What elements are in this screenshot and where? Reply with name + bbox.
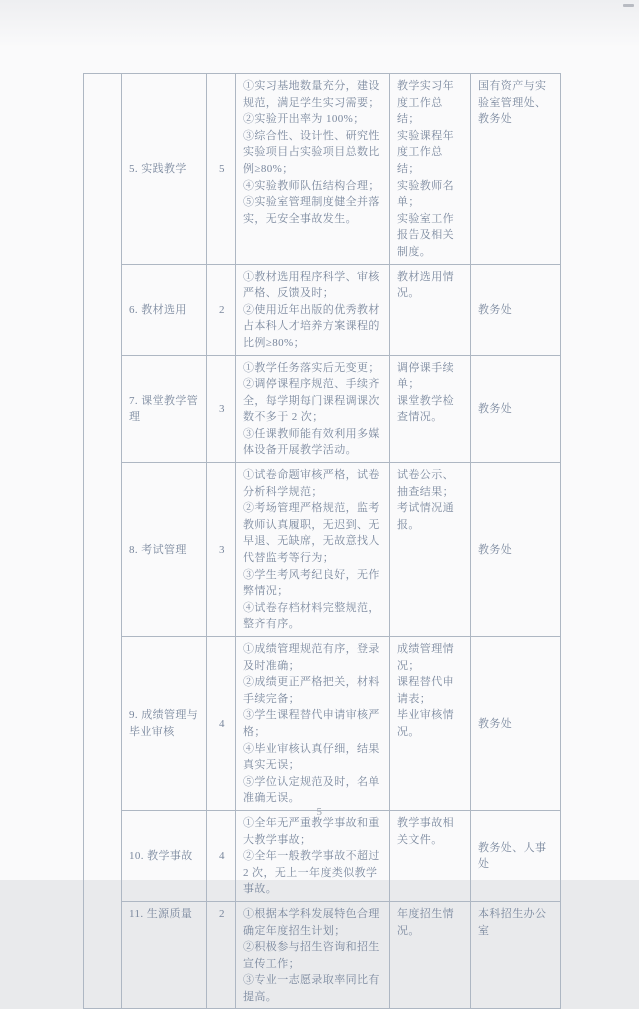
item-name: 8. 考试管理 <box>129 543 187 556</box>
criteria-line: ④实验教师队伍结构合理； <box>243 179 380 192</box>
cell-criteria <box>236 355 390 463</box>
cell-item-name <box>122 901 207 1009</box>
cell-criteria <box>236 901 390 1009</box>
cell-criteria <box>236 264 390 355</box>
score-value: 4 <box>219 850 225 863</box>
material-line: 调停课手续单； <box>397 361 454 391</box>
material-line: 试卷公示、抽查结果； <box>397 469 454 498</box>
department-name: 教务处 <box>478 402 513 415</box>
score-value: 2 <box>219 303 225 316</box>
material-line: 教材选用情况。 <box>397 270 454 300</box>
evaluation-table <box>83 73 561 1009</box>
criteria-line: ④毕业审核认真仔细，结果真实无误； <box>243 742 380 772</box>
cell-materials <box>390 901 471 1009</box>
item-name: 10. 教学事故 <box>129 850 193 863</box>
cell-item-name <box>122 264 207 355</box>
table-row <box>84 463 561 637</box>
cell-materials <box>390 810 471 901</box>
material-line: 教学实习年度工作总结； <box>397 80 454 126</box>
criteria-line: ③任课教师能有效利用多媒体设备开展教学活动。 <box>243 427 380 457</box>
cell-department <box>471 463 561 637</box>
criteria-line: ②考场管理严格规范，监考教师认真履职，无迟到、无早退、无缺席，无故意找人代替监考等行为； <box>243 502 380 565</box>
cell-materials <box>390 264 471 355</box>
cell-item-name <box>122 355 207 463</box>
cell-materials <box>390 355 471 463</box>
criteria-line: ④试卷存档材料完整规范，整齐有序。 <box>243 601 380 631</box>
table-row <box>84 355 561 463</box>
criteria-line: ②使用近年出版的优秀教材占本科人才培养方案课程的比例≥80%； <box>243 303 380 349</box>
merged-category-cell <box>84 74 122 1009</box>
criteria-line: ②全年一般教学事故不超过 2 次，无上一年度类似教学事故。 <box>243 850 380 896</box>
criteria-line: ②实验开出率为 100%； <box>243 113 365 126</box>
cell-department <box>471 637 561 811</box>
cell-department <box>471 74 561 265</box>
criteria-line: ⑤实验室管理制度健全并落实，无安全事故发生。 <box>243 196 380 225</box>
material-line: 实验教师名单； <box>397 179 454 209</box>
criteria-line: ①实习基地数量充分，建设规范，满足学生实习需要； <box>243 80 380 109</box>
cell-department <box>471 355 561 463</box>
item-name: 9. 成绩管理与毕业审核 <box>129 709 199 738</box>
criteria-line: ①教学任务落实后无变更； <box>243 361 380 374</box>
cell-score <box>207 355 236 463</box>
scan-artifact <box>623 4 634 7</box>
cell-department <box>471 901 561 1009</box>
criteria-line: ①试卷命题审核严格，试卷分析科学规范； <box>243 469 380 498</box>
cell-criteria <box>236 463 390 637</box>
department-name: 教务处 <box>478 717 513 730</box>
criteria-line: ③专业一志愿录取率同比有提高。 <box>243 974 380 1003</box>
item-name: 11. 生源质量 <box>129 907 193 920</box>
criteria-line: ②积极参与招生咨询和招生宣传工作； <box>243 941 380 970</box>
department-name: 教务处 <box>478 303 513 316</box>
material-line: 课程替代申请表； <box>397 676 454 705</box>
item-name: 7. 课堂教学管理 <box>129 394 199 424</box>
scan-shadow <box>0 0 639 48</box>
criteria-line: ③综合性、设计性、研究性实验项目占实验项目总数比例≥80%； <box>243 129 380 175</box>
table-row <box>84 264 561 355</box>
material-line: 考试情况通报。 <box>397 502 454 531</box>
material-line: 实验课程年度工作总结； <box>397 129 454 175</box>
cell-item-name <box>122 463 207 637</box>
score-value: 2 <box>219 907 225 920</box>
criteria-line: ③学生课程替代申请审核严格； <box>243 709 380 738</box>
material-line: 实验室工作报告及相关制度。 <box>397 212 454 258</box>
department-name: 国有资产与实验室管理处、教务处 <box>478 80 547 126</box>
cell-materials <box>390 637 471 811</box>
table-row <box>84 810 561 901</box>
score-value: 3 <box>219 543 225 556</box>
cell-score <box>207 463 236 637</box>
material-line: 教学事故相关文件。 <box>397 816 454 846</box>
cell-score <box>207 810 236 901</box>
score-value: 4 <box>219 717 225 730</box>
item-name: 5. 实践教学 <box>129 162 187 175</box>
material-line: 课堂教学检查情况。 <box>397 394 454 424</box>
cell-criteria <box>236 74 390 265</box>
table-row <box>84 901 561 1009</box>
cell-item-name <box>122 637 207 811</box>
score-value: 5 <box>219 162 225 175</box>
criteria-line: ①根据本学科发展特色合理确定年度招生计划； <box>243 907 380 937</box>
criteria-line: ②调停课程序规范、手续齐全，每学期每门课程调课次数不多于 2 次； <box>243 378 380 424</box>
material-line: 年度招生情况。 <box>397 907 454 937</box>
cell-score <box>207 264 236 355</box>
cell-score <box>207 901 236 1009</box>
cell-materials <box>390 463 471 637</box>
page-number: 5 <box>316 806 323 818</box>
table-row <box>84 74 561 265</box>
cell-criteria <box>236 637 390 811</box>
department-name: 教务处 <box>478 543 513 556</box>
material-line: 成绩管理情况； <box>397 643 454 672</box>
cell-materials <box>390 74 471 265</box>
department-name: 教务处、人事处 <box>478 841 547 871</box>
cell-score <box>207 74 236 265</box>
table-row <box>84 637 561 811</box>
cell-item-name <box>122 810 207 901</box>
criteria-line: ①全年无严重教学事故和重大教学事故； <box>243 816 380 846</box>
score-value: 3 <box>219 402 225 415</box>
criteria-line: ①教材选用程序科学、审核严格、反馈及时； <box>243 270 380 300</box>
cell-criteria <box>236 810 390 901</box>
criteria-line: ⑤学位认定规范及时，名单准确无误。 <box>243 775 380 805</box>
item-name: 6. 教材选用 <box>129 303 187 316</box>
department-name: 本科招生办公室 <box>478 907 547 937</box>
cell-department <box>471 810 561 901</box>
criteria-line: ③学生考风考纪良好，无作弊情况； <box>243 568 380 598</box>
criteria-line: ①成绩管理规范有序，登录及时准确； <box>243 643 380 672</box>
criteria-line: ②成绩更正严格把关，材料手续完备； <box>243 676 380 705</box>
cell-item-name <box>122 74 207 265</box>
cell-score <box>207 637 236 811</box>
material-line: 毕业审核情况。 <box>397 709 454 738</box>
cell-department <box>471 264 561 355</box>
